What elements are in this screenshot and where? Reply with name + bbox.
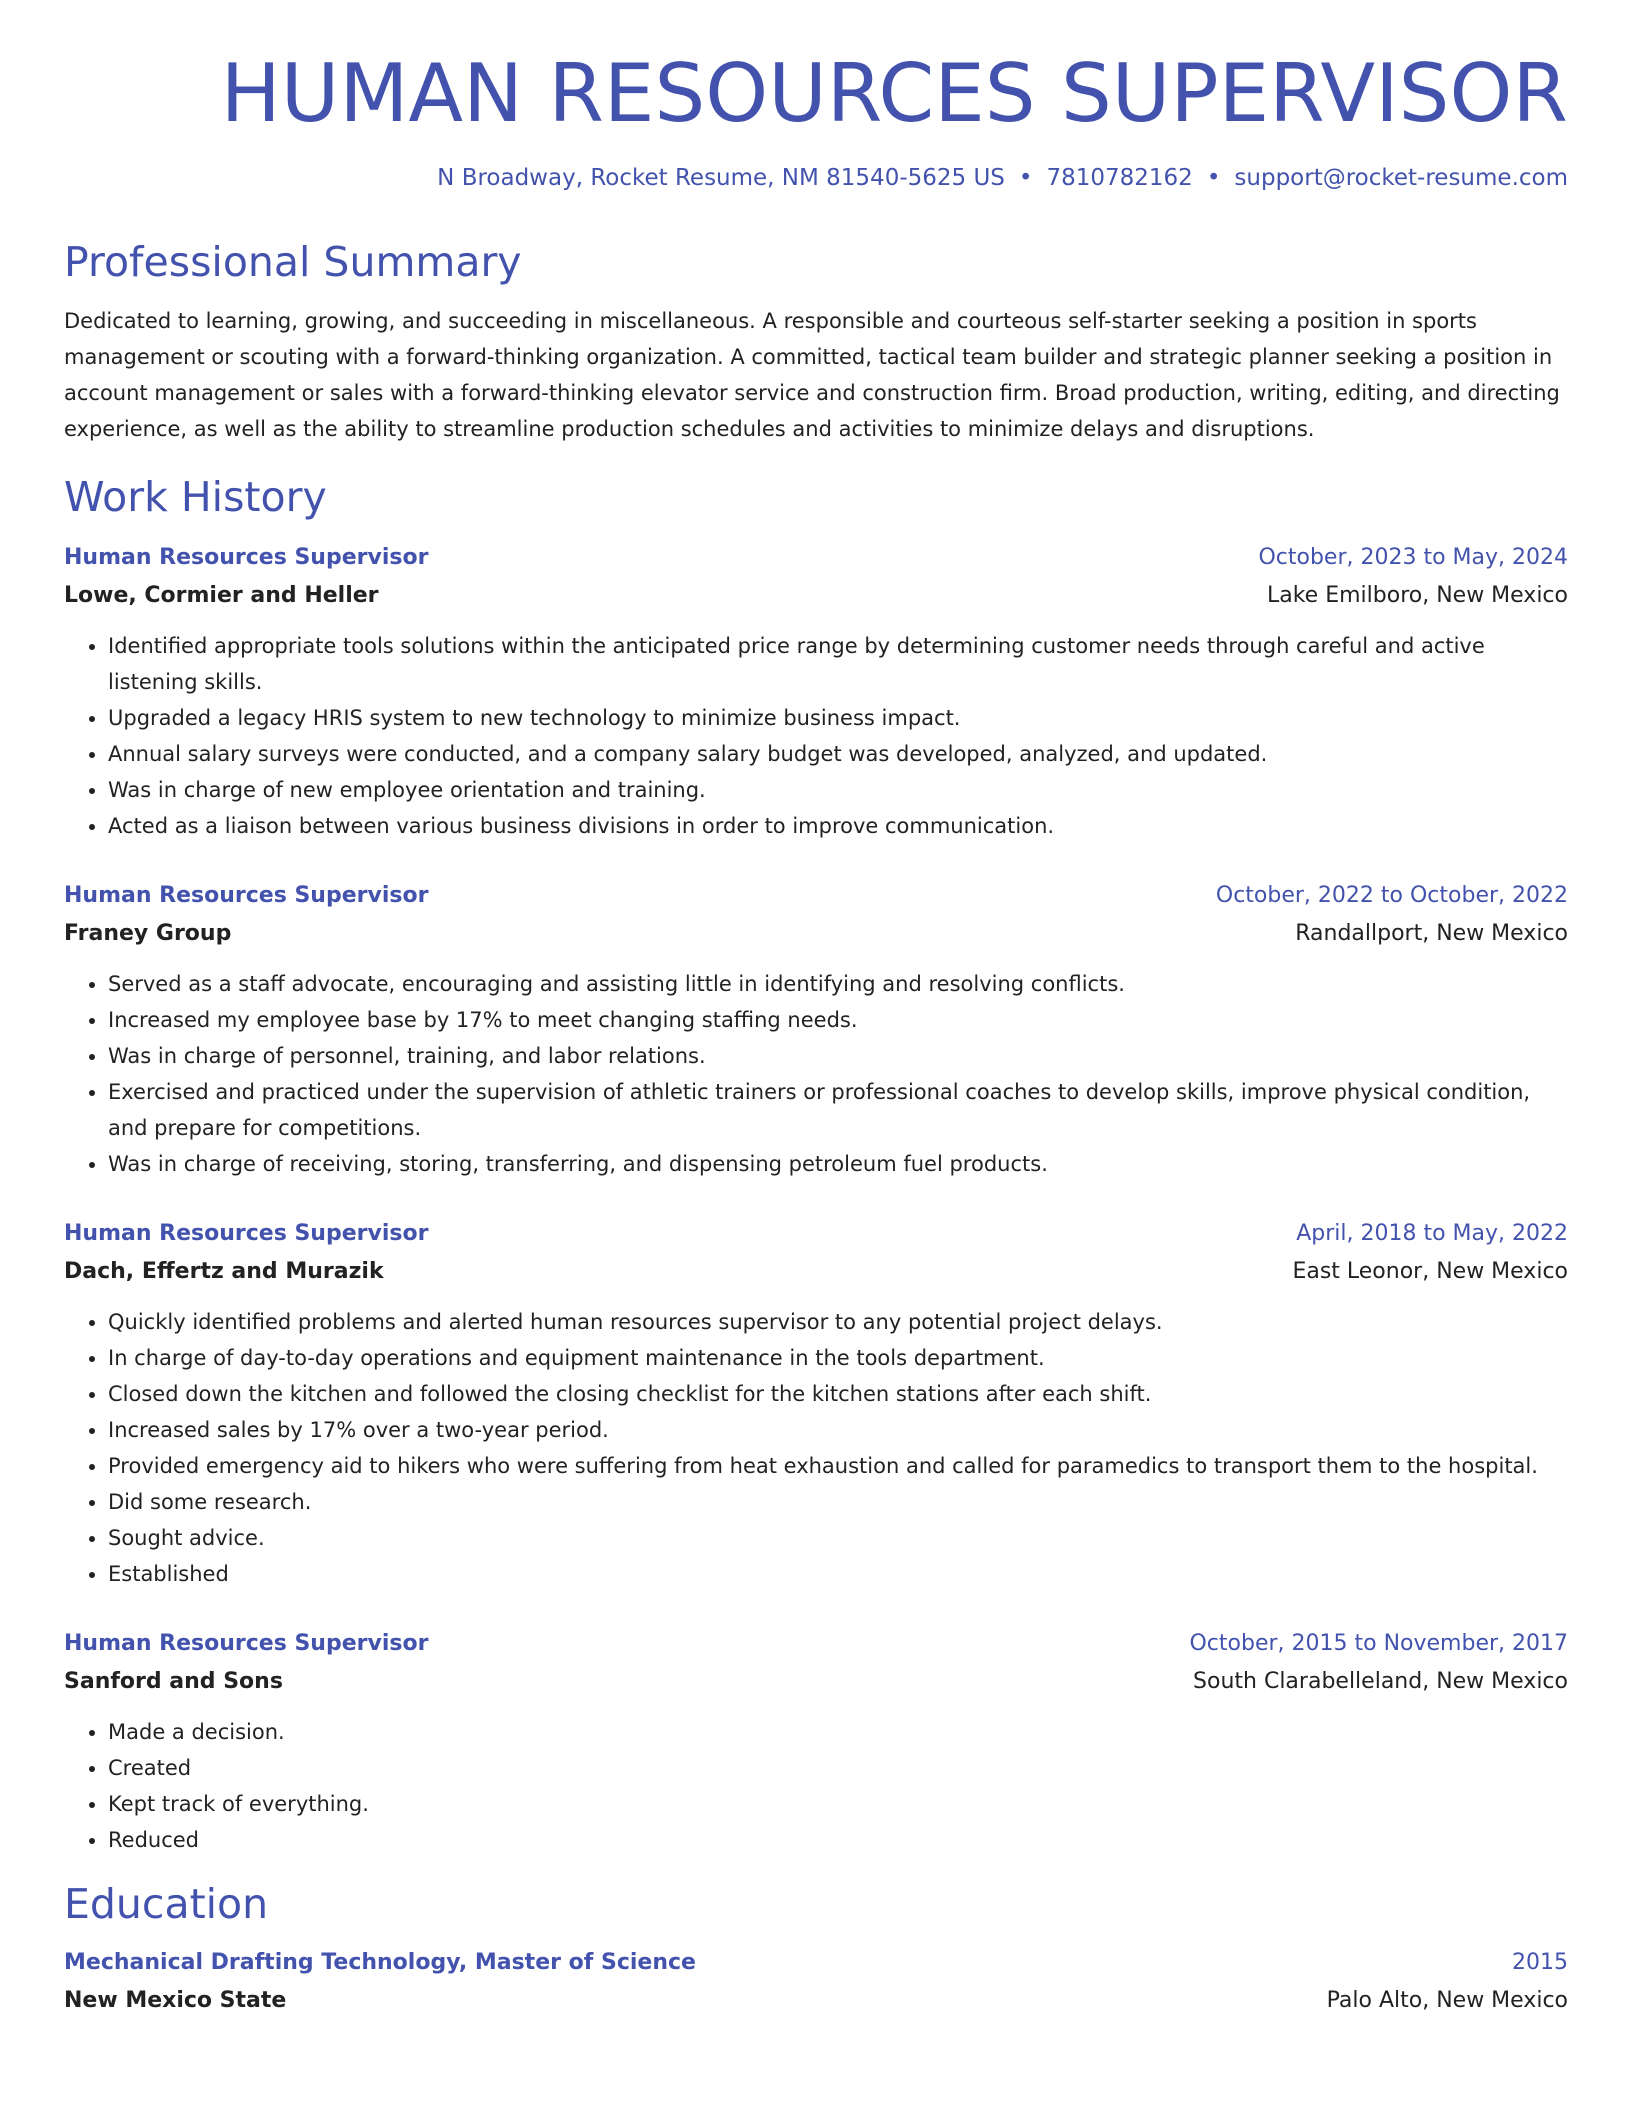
job-title: Human Resources Supervisor: [64, 545, 429, 571]
job-bullet: • Was in charge of receiving, storing, transferring, and dispensing petroleum fuel products.: [108, 1146, 1568, 1182]
resume-name: HUMAN RESOURCES SUPERVISOR: [220, 47, 1568, 140]
job-dates: October, 2022 to October, 2022: [1215, 883, 1568, 909]
job-bullet: • Reduced: [108, 1822, 1568, 1858]
contact-separator: •: [1206, 165, 1221, 191]
job-bullet: • Increased sales by 17% over a two-year period.: [108, 1412, 1568, 1448]
contact-email: support@rocket-resume.com: [1234, 165, 1568, 191]
job-title: Human Resources Supervisor: [64, 1221, 429, 1247]
job-bullet: • Made a decision.: [108, 1714, 1568, 1750]
job-company: Lowe, Cormier and Heller: [64, 583, 379, 609]
job-bullets: [64, 1714, 1568, 1858]
job-bullet: • Increased my employee base by 17% to meet changing staffing needs.: [108, 1002, 1568, 1038]
job-bullet: • Quickly identified problems and alerted human resources supervisor to any potential project delays.: [108, 1304, 1568, 1340]
job-bullets: [64, 628, 1568, 844]
education-entry: [64, 1945, 1568, 2021]
job-bullet: • Annual salary surveys were conducted, and a company salary budget was developed, analyzed, and updated.: [108, 736, 1568, 772]
job-entry: [64, 1216, 1568, 1592]
job-bullet: • Did some research.: [108, 1484, 1568, 1520]
education-heading: Education: [64, 1880, 269, 1929]
job-company: Dach, Effertz and Murazik: [64, 1259, 384, 1285]
job-dates: October, 2015 to November, 2017: [1189, 1631, 1568, 1657]
job-title: Human Resources Supervisor: [64, 883, 429, 909]
job-bullets: [64, 966, 1568, 1182]
job-bullet: • In charge of day-to-day operations and equipment maintenance in the tools department.: [108, 1340, 1568, 1376]
job-bullet: • Created: [108, 1750, 1568, 1786]
education-school: New Mexico State: [64, 1988, 287, 2014]
contact-separator: •: [1018, 165, 1033, 191]
work-history-heading: Work History: [64, 473, 327, 522]
job-location: South Clarabelleland, New Mexico: [1193, 1669, 1568, 1695]
contact-phone: 7810782162: [1046, 165, 1193, 191]
job-bullets: [64, 1304, 1568, 1592]
job-bullet: • Was in charge of new employee orientation and training.: [108, 772, 1568, 808]
job-bullet: • Identified appropriate tools solutions within the anticipated price range by determining customer needs through careful and active listening skills.: [108, 628, 1568, 700]
job-bullet: • Established: [108, 1556, 1568, 1592]
job-company: Franey Group: [64, 921, 232, 947]
job-bullet: • Served as a staff advocate, encouraging and assisting little in identifying and resolving conflicts.: [108, 966, 1568, 1002]
job-bullet: • Acted as a liaison between various business divisions in order to improve communication.: [108, 808, 1568, 844]
education-year: 2015: [1512, 1950, 1568, 1976]
job-title: Human Resources Supervisor: [64, 1631, 429, 1657]
job-entry: [64, 540, 1568, 844]
job-bullet: • Kept track of everything.: [108, 1786, 1568, 1822]
job-bullet: • Closed down the kitchen and followed the closing checklist for the kitchen stations after each shift.: [108, 1376, 1568, 1412]
job-bullet: • Was in charge of personnel, training, and labor relations.: [108, 1038, 1568, 1074]
job-company: Sanford and Sons: [64, 1669, 283, 1695]
job-entry: [64, 878, 1568, 1182]
job-location: Lake Emilboro, New Mexico: [1266, 583, 1568, 609]
job-location: East Leonor, New Mexico: [1292, 1259, 1568, 1285]
job-bullet: • Upgraded a legacy HRIS system to new technology to minimize business impact.: [108, 700, 1568, 736]
job-entry: [64, 1626, 1568, 1858]
education-location: Palo Alto, New Mexico: [1326, 1988, 1568, 2014]
job-bullet: • Exercised and practiced under the supervision of athletic trainers or professional coaches to develop skills, improve physical condition, and prepare for competitions.: [108, 1074, 1568, 1146]
job-bullet: • Sought advice.: [108, 1520, 1568, 1556]
job-bullet: • Provided emergency aid to hikers who were suffering from heat exhaustion and called for paramedics to transport them to the hospital.: [108, 1448, 1568, 1484]
education-degree: Mechanical Drafting Technology, Master of Science: [64, 1950, 696, 1976]
job-dates: April, 2018 to May, 2022: [1296, 1221, 1568, 1247]
contact-address: N Broadway, Rocket Resume, NM 81540-5625 US: [437, 165, 1005, 191]
job-dates: October, 2023 to May, 2024: [1258, 545, 1568, 571]
summary-text: Dedicated to learning, growing, and succeeding in miscellaneous. A responsible and courteous self-starter seeking a position in sports management or scouting with a forward-thinking organization. A committed, tactical team builder and strategic planner seeking a position in account management or sales with a forward-thinking elevator service and construction firm. Broad production, writing, editing, and directing experience, as well as the ability to streamline production schedules and activities to minimize delays and disruptions.: [64, 309, 1560, 442]
job-location: Randallport, New Mexico: [1295, 921, 1568, 947]
contact-line: [64, 164, 1568, 194]
summary-heading: Professional Summary: [64, 237, 522, 286]
